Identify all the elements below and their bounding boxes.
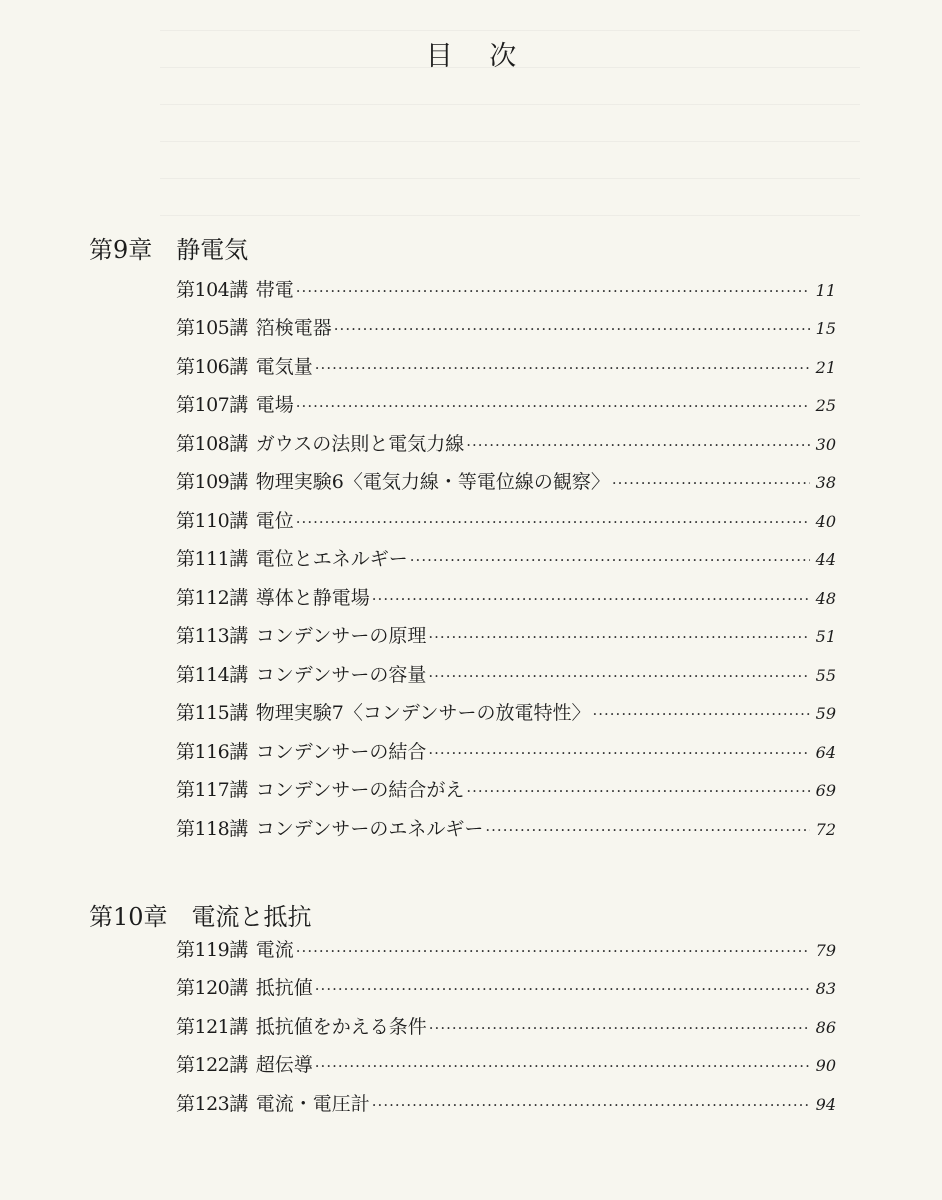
page-number: 40 <box>815 512 836 531</box>
lecture-number: 第114講 <box>176 664 248 686</box>
lecture-number: 第121講 <box>176 1016 248 1038</box>
lecture-title: 物理実験7〈コンデンサーの放電特性〉 <box>255 702 591 724</box>
leader-dots <box>372 1096 810 1114</box>
lecture-title: 物理実験6〈電気力線・等電位線の観察〉 <box>255 471 610 493</box>
toc-entry[interactable] <box>176 429 836 459</box>
lecture-number: 第119講 <box>176 939 248 961</box>
leader-dots <box>315 1057 810 1075</box>
page-number: 86 <box>815 1018 836 1037</box>
lecture-title: 箔検電器 <box>255 317 332 339</box>
lecture-title: 電位とエネルギー <box>255 548 408 570</box>
toc-entry[interactable] <box>176 313 836 343</box>
leader-dots <box>296 513 810 531</box>
lecture-number: 第109講 <box>176 471 248 493</box>
page-number: 25 <box>815 396 836 415</box>
lecture-title: 超伝導 <box>255 1054 313 1076</box>
lecture-title: 電位 <box>255 510 294 532</box>
page-number: 69 <box>815 781 836 800</box>
lecture-title: ガウスの法則と電気力線 <box>255 433 465 455</box>
chapter-name: 静電気 <box>176 236 249 264</box>
toc-entry[interactable] <box>176 583 836 613</box>
lecture-number: 第123講 <box>176 1093 248 1115</box>
lecture-title: 抵抗値 <box>255 977 313 999</box>
lecture-number: 第113講 <box>176 625 248 647</box>
chapter-heading <box>89 230 248 265</box>
toc-entry[interactable] <box>176 737 836 767</box>
toc-entry[interactable] <box>176 935 836 965</box>
lecture-title: 抵抗値をかえる条件 <box>255 1016 427 1038</box>
lecture-title: 電気量 <box>255 356 313 378</box>
toc-entry[interactable] <box>176 698 836 728</box>
toc-entry[interactable] <box>176 775 836 805</box>
leader-dots <box>485 821 810 839</box>
page-number: 83 <box>815 979 836 998</box>
lecture-number: 第104講 <box>176 279 248 301</box>
leader-dots <box>334 320 810 338</box>
leader-dots <box>428 628 810 646</box>
lecture-number: 第117講 <box>176 779 248 801</box>
leader-dots <box>428 667 810 685</box>
lecture-number: 第120講 <box>176 977 248 999</box>
leader-dots <box>612 474 810 492</box>
toc-entry[interactable] <box>176 390 836 420</box>
toc-entry[interactable] <box>176 506 836 536</box>
chapter-name: 電流と抵抗 <box>191 903 312 931</box>
leader-dots <box>296 397 810 415</box>
lecture-number: 第122講 <box>176 1054 248 1076</box>
leader-dots <box>410 551 810 569</box>
lecture-number: 第110講 <box>176 510 248 532</box>
leader-dots <box>315 980 810 998</box>
leader-dots <box>592 705 810 723</box>
lecture-number: 第112講 <box>176 587 248 609</box>
chapter-heading <box>89 897 312 932</box>
toc-entry[interactable] <box>176 467 836 497</box>
page-number: 72 <box>815 820 836 839</box>
lecture-title: コンデンサーの結合がえ <box>255 779 465 801</box>
page-number: 11 <box>815 281 836 300</box>
page-number: 94 <box>815 1095 836 1114</box>
lecture-number: 第105講 <box>176 317 248 339</box>
lecture-title: 電流・電圧計 <box>255 1093 370 1115</box>
page-title: 目 次 <box>425 41 531 72</box>
lecture-title: コンデンサーの原理 <box>255 625 427 647</box>
leader-dots <box>466 436 810 454</box>
page-number: 44 <box>815 550 836 569</box>
lecture-title: 導体と静電場 <box>255 587 370 609</box>
lecture-title: コンデンサーの容量 <box>255 664 427 686</box>
lecture-title: コンデンサーの結合 <box>255 741 427 763</box>
page-number: 30 <box>815 435 836 454</box>
page-number: 59 <box>815 704 836 723</box>
lecture-number: 第116講 <box>176 741 248 763</box>
page-number: 55 <box>815 666 836 685</box>
page-number: 90 <box>815 1056 836 1075</box>
page-number: 21 <box>815 358 836 377</box>
toc-entry[interactable] <box>176 621 836 651</box>
toc-entry[interactable] <box>176 1012 836 1042</box>
lecture-number: 第118講 <box>176 818 248 840</box>
toc-entry[interactable] <box>176 275 836 305</box>
leader-dots <box>296 282 810 300</box>
page-number: 51 <box>815 627 836 646</box>
leader-dots <box>428 744 810 762</box>
leader-dots <box>372 590 810 608</box>
toc-entry[interactable] <box>176 1089 836 1119</box>
lecture-title: 電場 <box>255 394 294 416</box>
chapter-number: 第9章 <box>89 236 153 264</box>
page-number: 38 <box>815 473 836 492</box>
lecture-number: 第115講 <box>176 702 248 724</box>
lecture-title: 電流 <box>255 939 294 961</box>
page-number: 64 <box>815 743 836 762</box>
toc-entry[interactable] <box>176 352 836 382</box>
lecture-number: 第106講 <box>176 356 248 378</box>
page-number: 15 <box>815 319 836 338</box>
toc-entry[interactable] <box>176 1050 836 1080</box>
lecture-number: 第107講 <box>176 394 248 416</box>
lecture-number: 第111講 <box>176 548 248 570</box>
leader-dots <box>296 942 810 960</box>
page-number: 79 <box>815 941 836 960</box>
leader-dots <box>315 359 810 377</box>
lecture-title: 帯電 <box>255 279 294 301</box>
lecture-number: 第108講 <box>176 433 248 455</box>
leader-dots <box>429 1019 810 1037</box>
page-number: 48 <box>815 589 836 608</box>
toc-entry[interactable] <box>176 973 836 1003</box>
toc-entry[interactable] <box>176 814 836 844</box>
chapter-number: 第10章 <box>89 903 168 931</box>
toc-entry[interactable] <box>176 544 836 574</box>
lecture-title: コンデンサーのエネルギー <box>255 818 484 840</box>
toc-entry[interactable] <box>176 660 836 690</box>
leader-dots <box>466 782 810 800</box>
